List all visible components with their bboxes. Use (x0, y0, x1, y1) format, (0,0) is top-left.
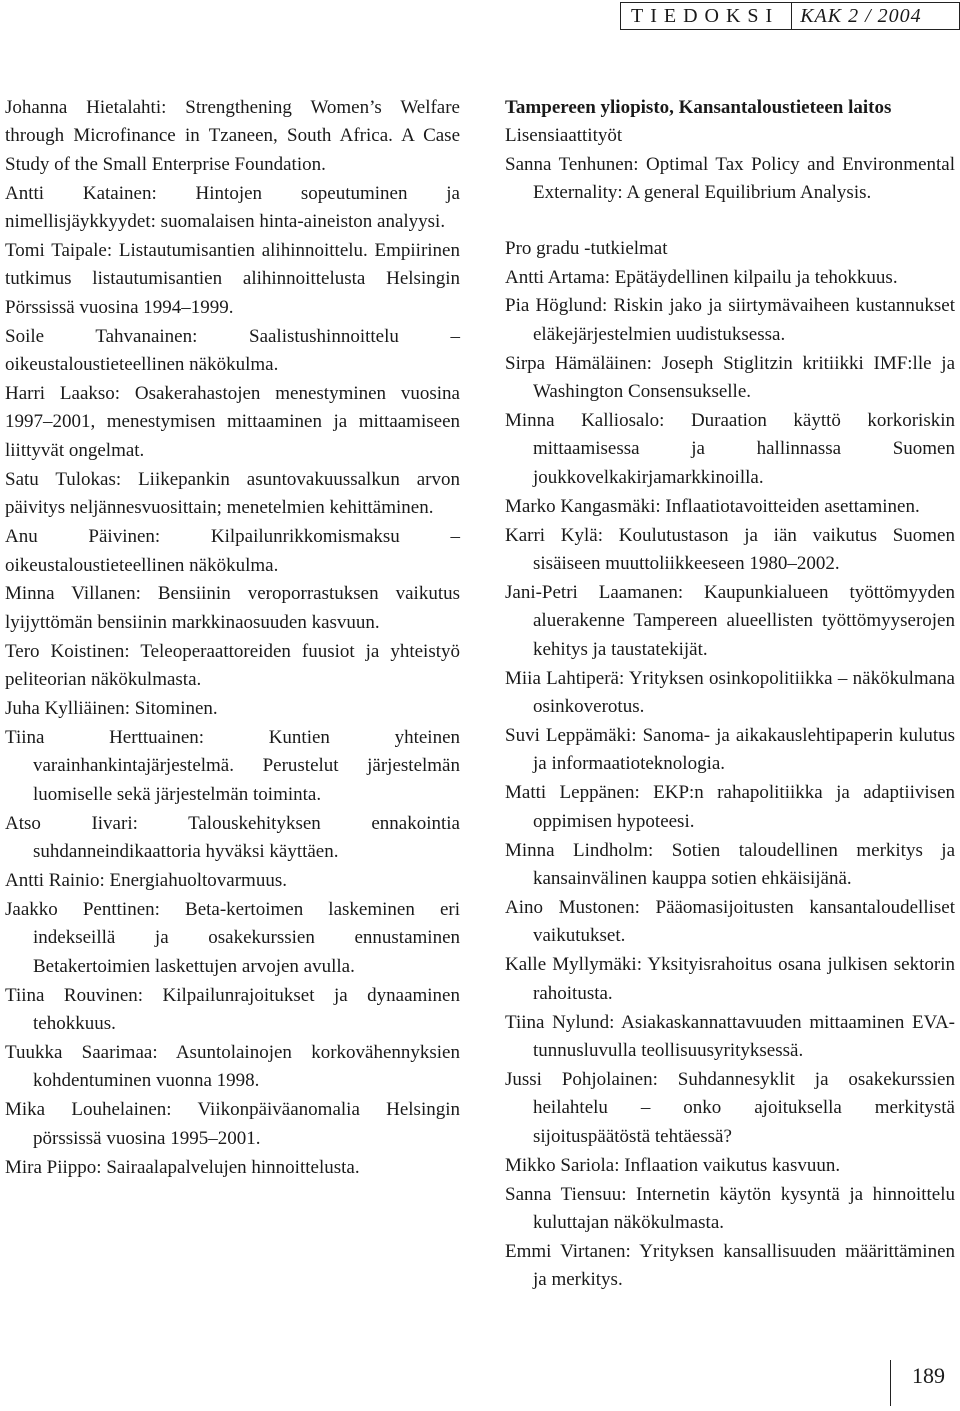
licentiate-heading: Lisensiaattityöt (505, 125, 623, 147)
thesis-entry: Emmi Virtanen: Yrityksen kansallisuuden määrittäminen ja merkitys. (505, 1240, 955, 1291)
thesis-entry: Antti Artama: Epätäydellinen kilpailu ja tehokkuus. (505, 266, 898, 288)
thesis-entry: Pia Höglund: Riskin jako ja siirtymävaiheen kustannukset eläkejärjestelmien uudistuksessa. (505, 295, 955, 345)
journal-title: TIEDOKSI (631, 4, 780, 27)
thesis-entry: Kalle Myllymäki: Yksityisrahoitus osana julkisen sektorin rahoitusta. (505, 954, 955, 1004)
thesis-entry: Sanna Tiensuu: Internetin käytön kysyntä ja hinnoittelu kuluttajan näkökulmasta. (505, 1183, 955, 1233)
thesis-entry: Tiina Herttuainen: Kuntien yhteinen varainhankintajärjestelmä. Perustelut järjestelmän luomiselle sekä järjestelmän toiminta. (5, 726, 460, 805)
thesis-entry: Jussi Pohjolainen: Suhdannesyklit ja osakekurssien heilahtelu – onko ajoituksella merkitystä sijoituspäätöstä tehtäessä? (505, 1068, 955, 1147)
page-number-rule (890, 1360, 891, 1406)
running-header (620, 2, 960, 30)
thesis-entry: Anu Päivinen: Kilpailunrikkomismaksu – oikeustaloustieteellinen näkökulma. (5, 526, 460, 576)
thesis-entry: Tomi Taipale: Listautumisantien alihinnoittelu. Empiirinen tutkimus listautumisantien alihinnoittelusta Helsingin Pörssissä vuosina 1994–1999. (5, 240, 460, 318)
header-divider (791, 2, 792, 30)
thesis-entry: Minna Kalliosalo: Duraation käyttö korkoriskin mittaamisessa ja hallinnassa Suomen joukkovelkakirjamarkkinoilla. (505, 410, 955, 488)
thesis-entry: Tero Koistinen: Teleoperaattoreiden fuusiot ja yhteistyö peliteorian näkökulmasta. (5, 640, 460, 691)
thesis-entry: Miia Lahtiperä: Yrityksen osinkopolitiikka – näkökulmana osinkoverotus. (505, 667, 955, 718)
right-column (505, 94, 955, 1295)
page-number: 189 (912, 1363, 945, 1388)
thesis-entry: Karri Kylä: Koulutustason ja iän vaikutus Suomen sisäiseen muuttoliikkeeseen 1980–2002. (505, 524, 955, 575)
thesis-entry: Minna Lindholm: Sotien taloudellinen merkitys ja kansainvälinen kauppa sotien ehkäisijänä. (505, 839, 955, 890)
thesis-entry: Soile Tahvanainen: Saalistushinnoittelu – oikeustaloustieteellinen näkökulma. (5, 325, 460, 376)
thesis-entry: Mira Piippo: Sairaalapalvelujen hinnoittelusta. (5, 1156, 360, 1178)
masters-heading: Pro gradu -tutkielmat (505, 238, 668, 260)
masters-list (505, 264, 955, 1295)
thesis-entry: Sanna Tenhunen: Optimal Tax Policy and Environmental Externality: A general Equilibrium Analysis. (505, 153, 955, 204)
department-heading: Tampereen yliopisto, Kansantaloustieteen laitos (505, 97, 892, 118)
thesis-entry: Satu Tulokas: Liikepankin asuntovakuussalkun arvon päivitys neljännesvuosittain; menetelmien kehittäminen. (5, 468, 460, 519)
thesis-entry: Juha Kylliäinen: Sitominen. (5, 698, 218, 720)
thesis-entry: Antti Rainio: Energiahuoltovarmuus. (5, 869, 287, 891)
thesis-entry: Harri Laakso: Osakerahastojen menestyminen vuosina 1997–2001, menestymisen mittaaminen ja mittaamiseen liittyvät ongelmat. (5, 383, 460, 461)
thesis-entry: Tiina Rouvinen: Kilpailunrajoitukset ja dynaaminen tehokkuus. (5, 984, 460, 1034)
thesis-entry: Jaakko Penttinen: Beta-kertoimen laskeminen eri indekseillä ja osakekurssien ennustaminen Betakertoimien laskettujen arvojen avulla. (5, 898, 460, 977)
thesis-entry: Minna Villanen: Bensiinin veroporrastuksen vaikutus lyijyttömän bensiinin markkinaosuuden kasvuun. (5, 583, 460, 633)
thesis-entry: Mika Louhelainen: Viikonpäiväanomalia Helsingin pörssissä vuosina 1995–2001. (5, 1099, 460, 1149)
thesis-entry: Tiina Nylund: Asiakaskannattavuuden mittaaminen EVA-tunnusluvulla teollisuusyrityksessä. (505, 1011, 955, 1061)
thesis-entry: Matti Leppänen: EKP:n rahapolitiikka ja adaptiivisen oppimisen hypoteesi. (505, 782, 955, 832)
thesis-entry: Atso Iivari: Talouskehityksen ennakointia suhdanneindikaattoria hyväksi käyttäen. (5, 812, 460, 863)
issue-label: KAK 2 / 2004 (800, 4, 922, 27)
thesis-entry: Aino Mustonen: Pääomasijoitusten kansantaloudelliset vaikutukset. (505, 896, 955, 947)
thesis-entry: Mikko Sariola: Inflaation vaikutus kasvuun. (505, 1154, 841, 1176)
thesis-entry: Suvi Leppämäki: Sanoma- ja aikakauslehtipaperin kulutus ja informaatioteknologia. (505, 725, 955, 775)
thesis-entry: Marko Kangasmäki: Inflaatiotavoitteiden asettaminen. (505, 495, 920, 517)
thesis-entry: Sirpa Hämäläinen: Joseph Stiglitzin kritiikki IMF:lle ja Washington Consensukselle. (505, 352, 955, 403)
left-column (5, 94, 460, 1182)
thesis-entry: Antti Katainen: Hintojen sopeutuminen ja nimellisjäykkyydet: suomalaisen hinta-aineiston analyysi. (5, 182, 460, 233)
section-gap (505, 208, 955, 235)
thesis-entry: Jani-Petri Laamanen: Kaupunkialueen työttömyyden aluerakenne Tampereen alueellisten työttömyyserojen kehitys ja taustatekijät. (505, 582, 955, 660)
thesis-entry: Johanna Hietalahti: Strengthening Women’s Welfare through Microfinance in Tzaneen, South Africa. A Case Study of the Small Enterprise Foundation. (5, 97, 460, 175)
licentiate-list (505, 151, 955, 208)
thesis-entry: Tuukka Saarimaa: Asuntolainojen korkovähennyksien kohdentuminen vuonna 1998. (5, 1041, 460, 1092)
